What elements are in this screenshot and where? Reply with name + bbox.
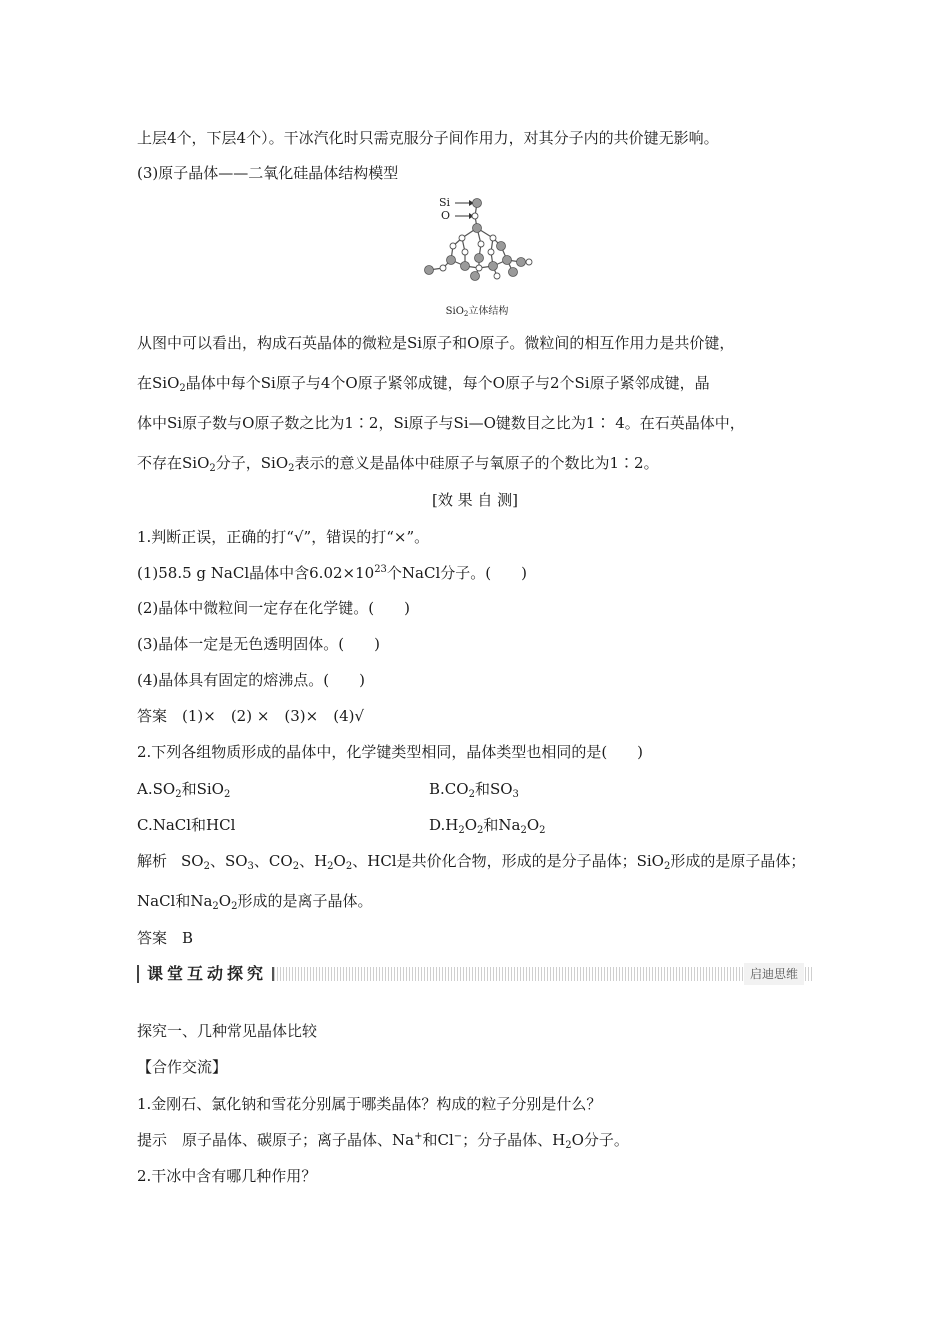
si-legend-label: Si <box>439 196 451 209</box>
answer-1: 答案 (1)× (2) × (3)× (4)√ <box>137 707 365 725</box>
hint-line: 提示 原子晶体、碳原子；离子晶体、Na+和Cl−；分子晶体、$H_2O$分子。 <box>137 1131 629 1151</box>
question-1: 1.判断正误，正确的打“√”，错误的打“×”。 <box>137 528 430 546</box>
banner-left-bar <box>137 965 139 983</box>
banner-tag: 启迪思维 <box>744 963 804 985</box>
paragraph-quartz-1: 从图中可以看出，构成石英晶体的微粒是Si原子和O原子。微粒间的相互作用力是共价键， <box>137 334 735 352</box>
paragraph-quartz-3: 体中Si原子数与O原子数之比为1∶2，Si原子与Si—O键数目之比为1∶ 4。在石英晶体中， <box>137 414 745 432</box>
option-c: C.NaCl和HCl <box>137 816 236 834</box>
sio2-structure-figure <box>417 188 537 320</box>
banner-stripe <box>272 967 812 981</box>
heading-explore-1: 探究一、几种常见晶体比较 <box>137 1022 318 1040</box>
sio2-structure-diagram <box>417 188 537 320</box>
figure-caption: SiO$_2$立体结构 <box>445 306 509 318</box>
question-3: 1.金刚石、氯化钠和雪花分别属于哪类晶体？构成的粒子分别是什么？ <box>137 1095 602 1113</box>
answer-2: 答案 B <box>137 929 194 947</box>
option-d: $D.H_2O_2$和$Na_2O_2$ <box>429 816 546 836</box>
banner-title: 课堂互动探究 <box>147 964 268 983</box>
paragraph-quartz-2: 在SiO$_2$晶体中每个Si原子与4个O原子紧邻成键，每个O原子与2个Si原子紧邻成键，晶 <box>137 374 710 394</box>
paragraph-dry-ice: 上层4个，下层4个）。干冰汽化时只需克服分子间作用力，对其分子内的共价键无影响。 <box>137 129 719 147</box>
question-4: 2.干冰中含有哪几种作用？ <box>137 1167 317 1185</box>
question-1-item-3: (3)晶体一定是无色透明固体。( ) <box>137 635 380 653</box>
question-1-item-4: (4)晶体具有固定的熔沸点。( ) <box>137 671 365 689</box>
section-banner <box>137 963 812 985</box>
option-b: $B.CO_2$和$SO_3$ <box>429 780 519 800</box>
question-1-item-1: (1)58.5 g NaCl晶体中含$6.02\times 10^{23}$个NaCl分子。( ) <box>137 564 527 582</box>
question-1-item-2: (2)晶体中微粒间一定存在化学键。( ) <box>137 599 410 617</box>
explanation-line-1: 解析 $SO_2$、$SO_3$、$CO_2$、$H_2O_2$、HCl是共价化合物，形成的是分子晶体；SiO$_2$形成的是原子晶体； <box>137 852 806 872</box>
explanation-line-2: NaCl和$Na_2O_2$形成的是离子晶体。 <box>137 892 373 912</box>
heading-cooperation: 【合作交流】 <box>137 1058 228 1076</box>
section-self-test-heading: [效 果 自 测] <box>431 491 518 509</box>
heading-atomic-crystal: (3)原子晶体——二氧化硅晶体结构模型 <box>137 164 399 182</box>
question-2-options-ab <box>137 779 519 799</box>
question-2: 2.下列各组物质形成的晶体中，化学键类型相同，晶体类型也相同的是( ) <box>137 743 644 761</box>
option-a: $A.SO_2$和SiO$_2$ <box>137 780 231 800</box>
o-legend-label: O <box>441 209 451 222</box>
paragraph-quartz-4: 不存在SiO$_2$分子，SiO$_2$表示的意义是晶体中硅原子与氧原子的个数比为1∶2。 <box>137 454 659 474</box>
question-2-options-cd <box>137 815 546 835</box>
